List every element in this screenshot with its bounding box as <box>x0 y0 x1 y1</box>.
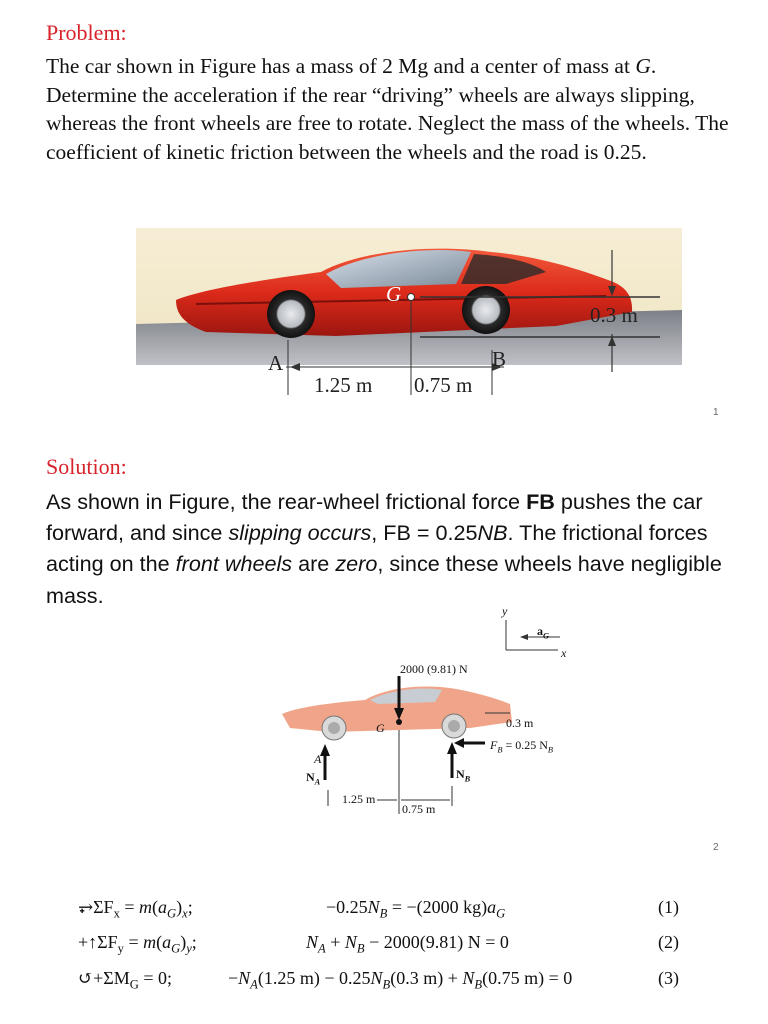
solution-text-part: pushes the car forward, and since <box>46 489 703 546</box>
solution-text-part: are <box>292 551 336 577</box>
solution-text-italic: front wheels <box>175 551 293 577</box>
figure1-label-g: G <box>386 282 402 306</box>
fbd-label-na <box>306 770 320 786</box>
fbd-label-g: G <box>376 721 385 735</box>
fbd-accel <box>537 624 549 640</box>
solution-text-italic: NB <box>477 520 508 546</box>
fbd-axis-x: x <box>561 646 567 660</box>
equation-1-lhs: $⥅\Sigma F_x = m(a_G)_x$; <box>78 897 193 921</box>
fbd-dim-left: 1.25 m <box>342 792 376 806</box>
fbd-nb-sub: B <box>464 774 471 784</box>
problem-heading: Problem: <box>46 20 127 45</box>
solution-text-bold: FB <box>526 489 555 514</box>
equation-3-rhs: $-N_A(1.25$ $m) - 0.25N_B(0.3$ $m) + N_B(0.75$ m) = 0 <box>228 968 573 992</box>
figure1-label-b: B <box>492 347 507 371</box>
fbd-na-n: N <box>306 770 315 784</box>
fbd-accel-a: a <box>537 624 543 638</box>
solution-text <box>46 486 746 611</box>
equation-2-lhs: $+↑\Sigma F_y = m(a_G)_y$; <box>78 932 197 956</box>
problem-text-part: . Determine the acceleration if the rear “driving” wheels are always slipping, whereas the front wheels are free to rotate. Neglect the mass of the wheels. The coefficient of kinetic friction between the wheels and the road is 0.25. <box>46 54 729 164</box>
equation-2-rhs: $N_A + N_B - 2000(9.81) N = 0$ <box>306 932 509 956</box>
fbd-friction-eq-sub: B <box>547 745 554 755</box>
equation-3-lhs: $↺+\Sigma M_G = 0$; <box>78 968 172 992</box>
solution-text-italic: slipping occurs <box>228 520 372 546</box>
equation-1-number: (1) <box>658 897 679 917</box>
fbd-axis-y: y <box>502 604 508 618</box>
fbd-dim-right: 0.75 m <box>402 802 436 816</box>
fbd-friction-eq: = 0.25 N <box>502 738 548 752</box>
page-number-1: 1 <box>713 407 719 418</box>
fbd-accel-sub: G <box>543 631 550 641</box>
figure1-dim-left: 1.25 m <box>314 373 373 397</box>
fbd-friction <box>490 738 553 754</box>
figure1-dim-height: 0.3 m <box>590 303 638 327</box>
solution-text-part: , since these wheels have negligible mass. <box>46 551 722 608</box>
equation-3-number: (3) <box>658 968 679 988</box>
fbd-nb-n: N <box>456 767 465 781</box>
equation-2-number: (2) <box>658 932 679 952</box>
fbd-friction-f: F <box>490 738 498 752</box>
figure1-label-a: A <box>268 351 284 375</box>
equation-1-rhs: $-0.25N_B = -(2000$ $kg)a_G$ <box>326 897 506 921</box>
solution-text-part: , FB = 0.25 <box>371 520 478 546</box>
fbd-weight: 2000 (9.81) N <box>400 662 468 676</box>
fbd-na-sub: A <box>314 777 321 787</box>
solution-text-italic: zero <box>335 551 378 577</box>
problem-text-g: G <box>635 54 651 78</box>
figure1-dimensions <box>0 0 768 420</box>
figure1-dim-right: 0.75 m <box>414 373 473 397</box>
solution-heading: Solution: <box>46 454 127 479</box>
fbd-label-nb <box>456 767 470 783</box>
solution-text-part: . The frictional forces acting on the <box>46 520 708 577</box>
free-body-diagram <box>270 600 600 830</box>
fbd-friction-sub: B <box>497 745 503 755</box>
fbd-dim-height: 0.3 m <box>506 716 534 730</box>
problem-text-part: The car shown in Figure has a mass of 2 Mg and a center of mass at <box>46 54 636 78</box>
solution-text-part: As shown in Figure, the rear-wheel frictional force <box>46 489 527 514</box>
fbd-label-a: A <box>314 752 322 766</box>
page-number-2: 2 <box>713 842 719 853</box>
